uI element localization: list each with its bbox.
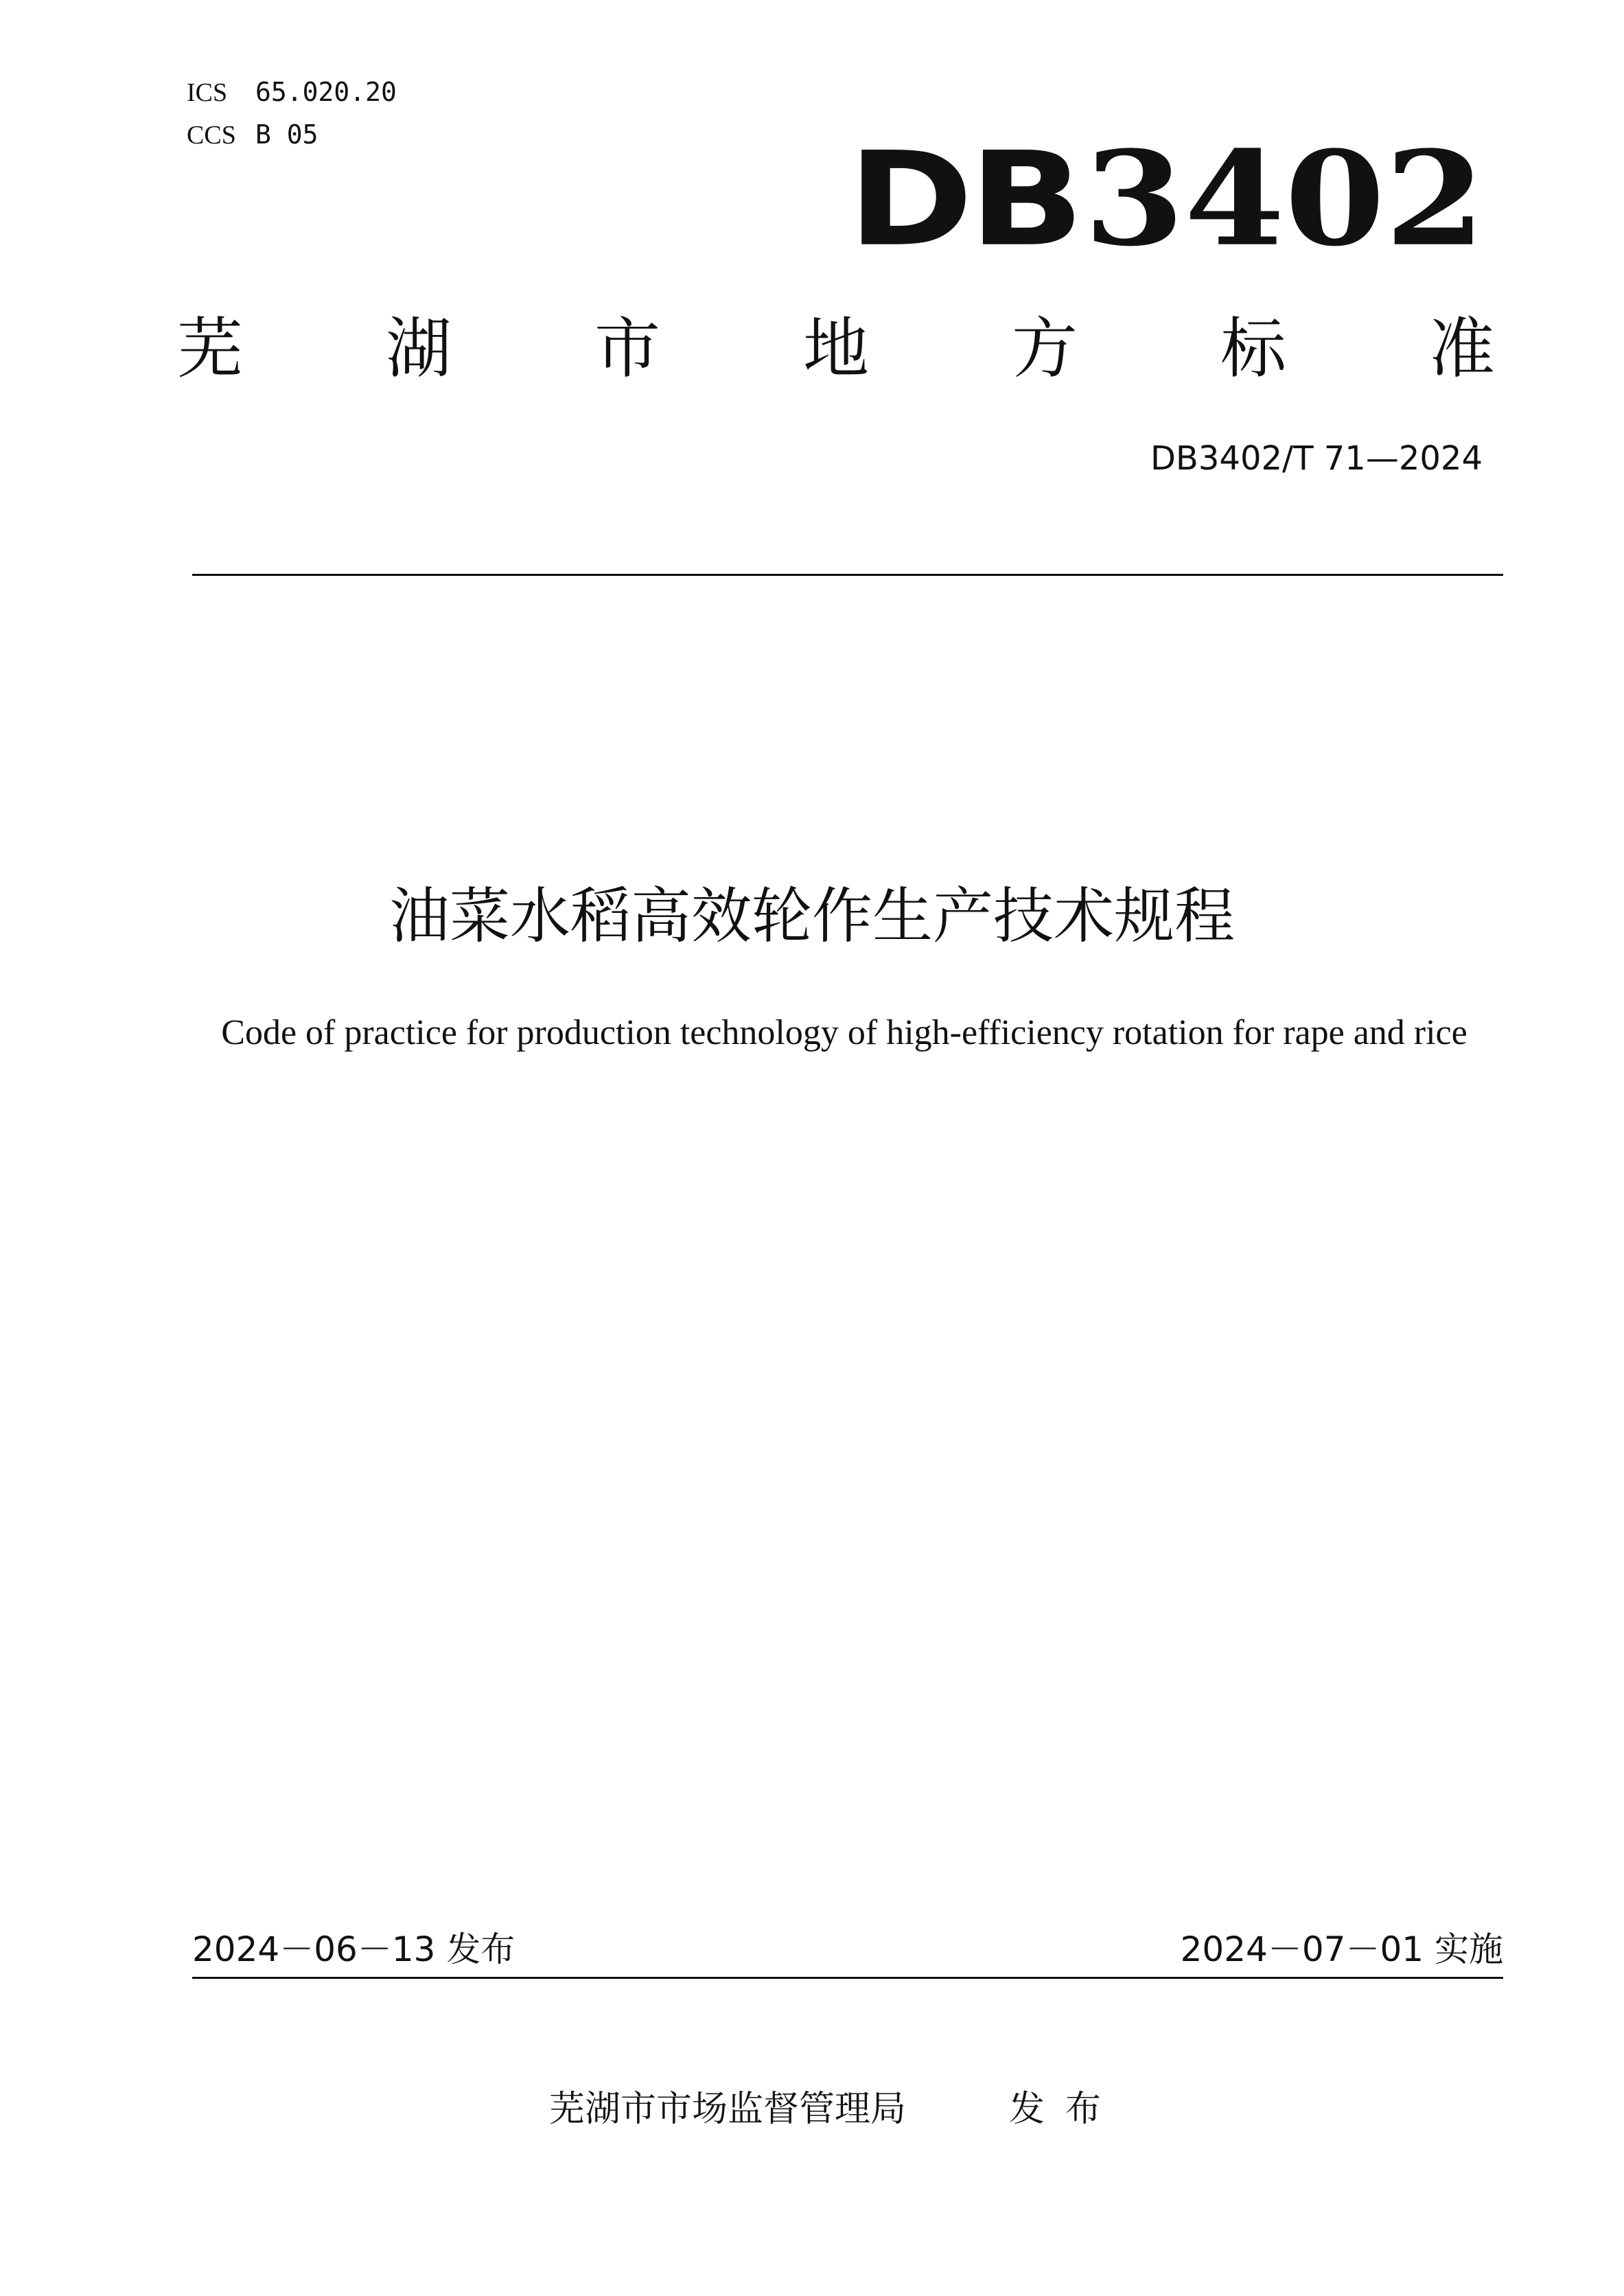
- effective-date: 2024－07－01 实施: [1180, 1929, 1503, 1969]
- standard-type-char: 标: [1220, 310, 1286, 387]
- ics-value: 65.020.20: [255, 77, 397, 107]
- standard-type-char: 市: [594, 310, 660, 387]
- publish-date: 2024－06－13 发布: [192, 1929, 515, 1969]
- standard-type-char: 准: [1429, 310, 1495, 387]
- ccs-code: [187, 118, 318, 152]
- title-english: Code of practice for production technology of high-efficiency rotation for rape and rice: [221, 1013, 1468, 1052]
- db-logo: [848, 122, 1485, 275]
- standard-type-char: 湖: [386, 310, 452, 387]
- standard-type-char: 芜: [177, 310, 243, 387]
- db-logo-number: 3402: [1084, 122, 1485, 275]
- issuer-action: 发布: [1009, 2089, 1122, 2130]
- standard-type-char: 方: [1012, 310, 1078, 387]
- ics-code: [187, 76, 397, 109]
- issuer-name: 芜湖市市场监督管理局: [549, 2089, 907, 2130]
- standard-number: DB3402/T 71—2024: [1150, 439, 1483, 478]
- db-logo-letters: DB: [848, 124, 1080, 275]
- ccs-label: CCS: [187, 121, 236, 150]
- ccs-value: B 05: [255, 119, 318, 150]
- bottom-divider: [192, 1977, 1503, 1979]
- title-chinese: 油菜水稻高效轮作生产技术规程: [388, 881, 1235, 951]
- ics-label: ICS: [187, 78, 228, 107]
- top-divider: [192, 574, 1503, 576]
- standard-type-char: 地: [803, 310, 869, 387]
- standard-type-heading: [177, 308, 1495, 390]
